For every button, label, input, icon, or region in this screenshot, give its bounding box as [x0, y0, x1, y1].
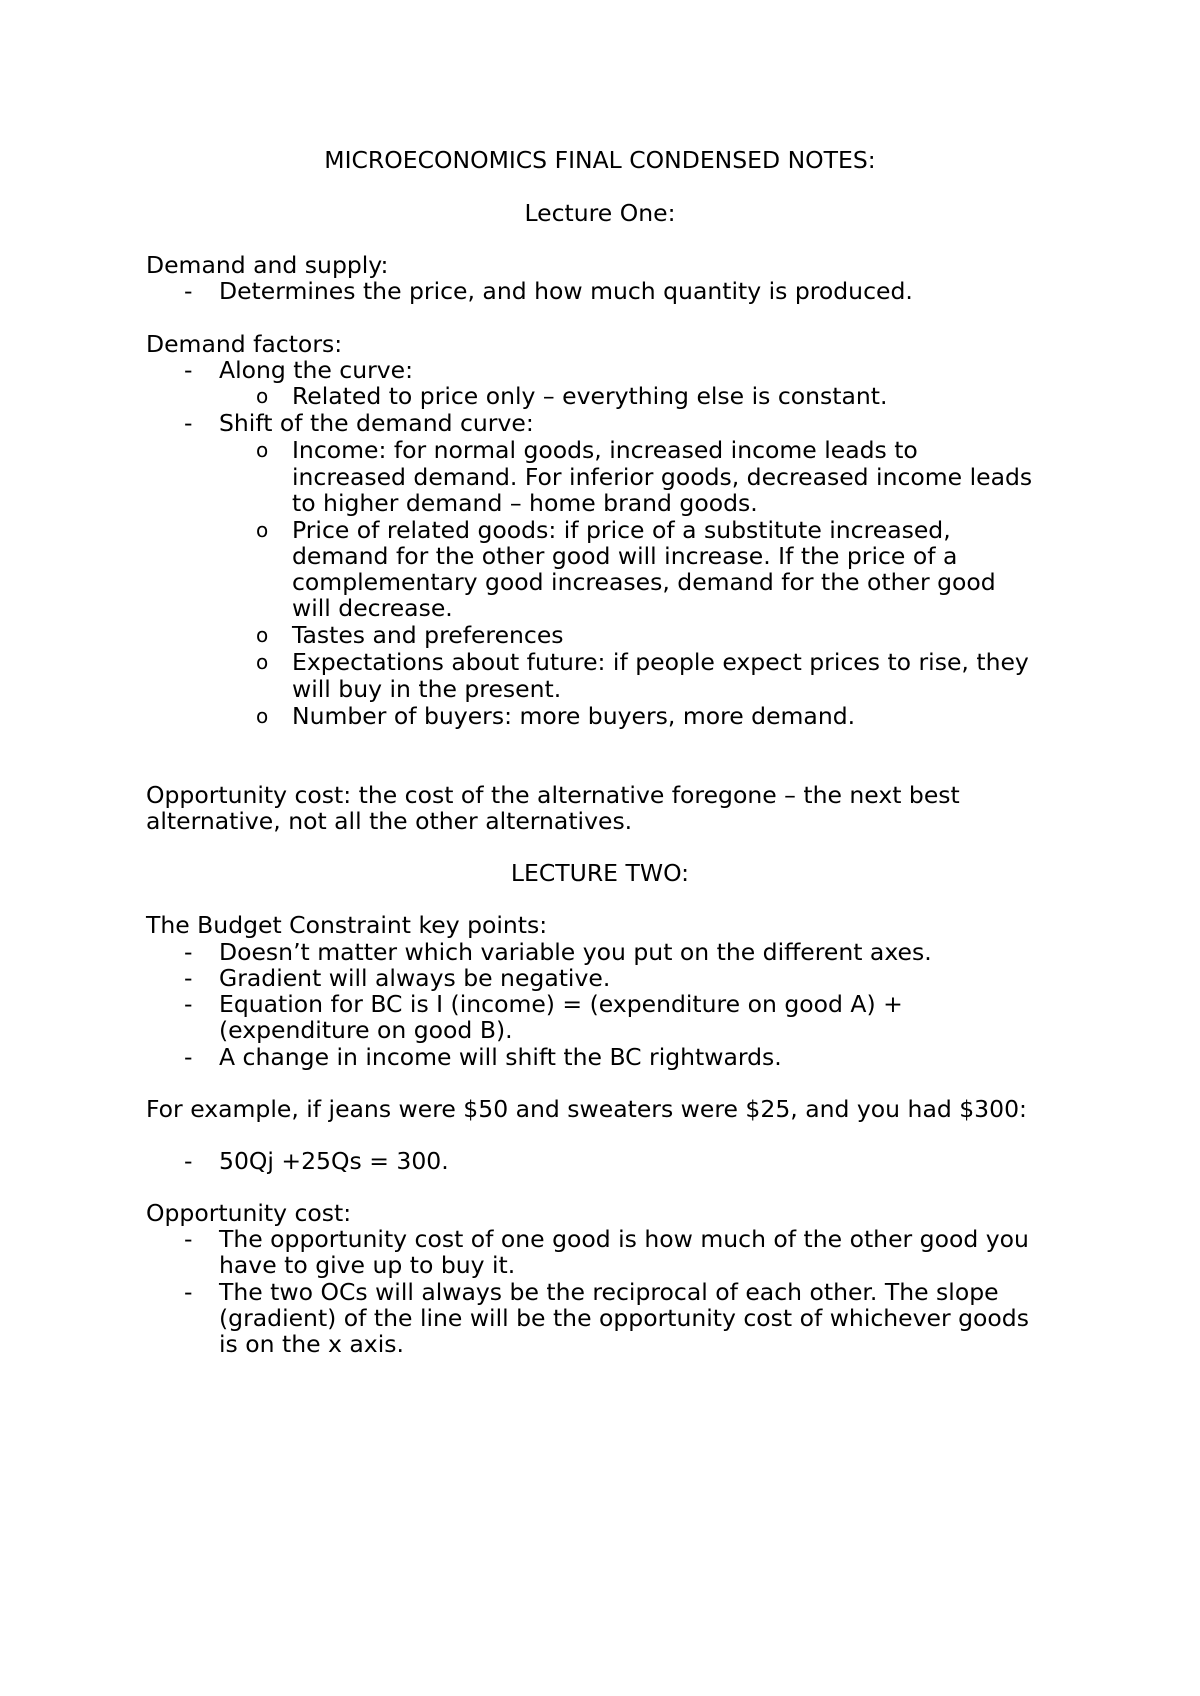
document-title: MICROECONOMICS FINAL CONDENSED NOTES:: [324, 146, 876, 174]
lecture-one-heading: Lecture One:: [524, 199, 676, 227]
list-item-continued: have to give up to buy it.: [219, 1251, 516, 1279]
circle-marker: o: [256, 438, 269, 462]
paragraph-line: alternative, not all the other alternatives.: [146, 807, 633, 835]
dash-marker: -: [184, 990, 193, 1018]
circle-marker: o: [256, 384, 269, 408]
equation: 50Qj +25Qs = 300.: [219, 1147, 449, 1175]
dash-marker: -: [184, 409, 193, 437]
sub-list-item: Number of buyers: more buyers, more demand.: [292, 702, 856, 730]
circle-marker: o: [256, 623, 269, 647]
list-item-continued: (gradient) of the line will be the opportunity cost of whichever goods: [219, 1304, 1029, 1332]
sub-list-item-continued: to higher demand – home brand goods.: [292, 489, 758, 517]
sub-list-item: Price of related goods: if price of a substitute increased,: [292, 516, 951, 544]
paragraph-line: Opportunity cost: the cost of the alternative foregone – the next best: [146, 781, 960, 809]
list-item-continued: is on the x axis.: [219, 1330, 404, 1358]
dash-marker: -: [184, 1278, 193, 1306]
dash-marker: -: [184, 964, 193, 992]
budget-heading: The Budget Constraint key points:: [146, 911, 548, 939]
sub-list-item-continued: will buy in the present.: [292, 675, 562, 703]
circle-marker: o: [256, 650, 269, 674]
dash-marker: -: [184, 1225, 193, 1253]
circle-marker: o: [256, 704, 269, 728]
sub-list-item-continued: demand for the other good will increase. If the price of a: [292, 542, 958, 570]
list-item: Determines the price, and how much quantity is produced.: [219, 277, 913, 305]
sub-list-item-continued: will decrease.: [292, 594, 453, 622]
list-item: The two OCs will always be the reciprocal of each other. The slope: [219, 1278, 999, 1306]
sub-list-item-continued: complementary good increases, demand for the other good: [292, 568, 996, 596]
demand-factors-heading: Demand factors:: [146, 330, 343, 358]
opportunity-cost-heading: Opportunity cost:: [146, 1199, 352, 1227]
list-item: Along the curve:: [219, 356, 414, 384]
sub-list-item: Tastes and preferences: [292, 621, 564, 649]
demand-supply-heading: Demand and supply:: [146, 251, 389, 279]
dash-marker: -: [184, 277, 193, 305]
list-item: Gradient will always be negative.: [219, 964, 611, 992]
list-item: A change in income will shift the BC rightwards.: [219, 1043, 782, 1071]
sub-list-item-continued: increased demand. For inferior goods, decreased income leads: [292, 463, 1033, 491]
circle-marker: o: [256, 518, 269, 542]
sub-list-item: Expectations about future: if people expect prices to rise, they: [292, 648, 1029, 676]
dash-marker: -: [184, 356, 193, 384]
lecture-two-heading: LECTURE TWO:: [510, 859, 690, 887]
sub-list-item: Related to price only – everything else is constant.: [292, 382, 888, 410]
sub-list-item: Income: for normal goods, increased income leads to: [292, 436, 918, 464]
dash-marker: -: [184, 1043, 193, 1071]
list-item: Equation for BC is I (income) = (expenditure on good A) +: [219, 990, 903, 1018]
list-item: Shift of the demand curve:: [219, 409, 534, 437]
dash-marker: -: [184, 1147, 193, 1175]
example-text: For example, if jeans were $50 and sweaters were $25, and you had $300:: [146, 1095, 1027, 1123]
list-item: The opportunity cost of one good is how much of the other good you: [219, 1225, 1029, 1253]
list-item-continued: (expenditure on good B).: [219, 1016, 513, 1044]
dash-marker: -: [184, 938, 193, 966]
list-item: Doesn’t matter which variable you put on the different axes.: [219, 938, 932, 966]
